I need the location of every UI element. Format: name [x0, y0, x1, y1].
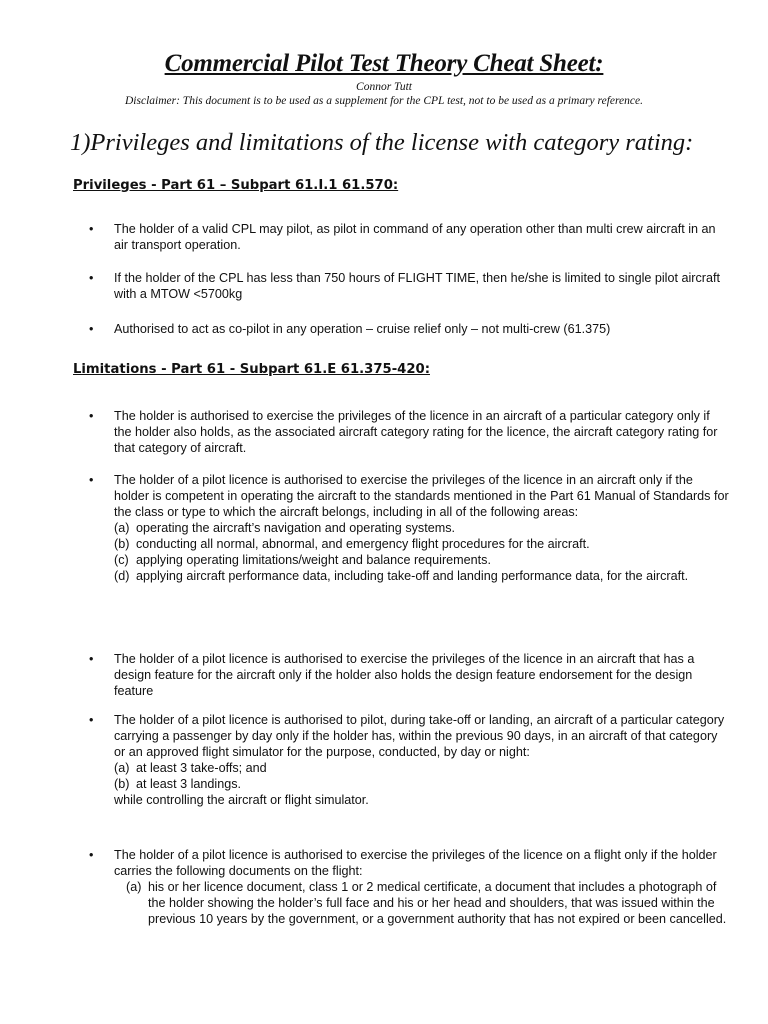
limitation-text-1: The holder is authorised to exercise the privileges of the licence in an aircraft of a particular category only if the holder also holds, as the associated aircraft category rating for the licence, the aircraft category rating for that category of aircraft.	[114, 409, 718, 455]
limitation-item-2	[89, 472, 729, 584]
document-title: Commercial Pilot Test Theory Cheat Sheet:	[164, 50, 604, 77]
bullet-icon: •	[89, 271, 94, 285]
author-name: Connor Tutt	[356, 81, 412, 93]
recency-requirements-list	[114, 760, 729, 792]
bullet-icon: •	[89, 473, 94, 487]
limitations-heading: Limitations - Part 61 - Subpart 61.E 61.375-420:	[73, 362, 430, 377]
list-item: (a) his or her licence document, class 1 or 2 medical certificate, a document that includes a photograph of the holder showing the holder’s full face and his or her head and shoulders, that was issued within the previous 10 years by the government, or a government authority that has not expired or been cancelled.	[126, 880, 727, 926]
limitation-text-5: The holder of a pilot licence is authorised to exercise the privileges of the licence on a flight only if the holder carries the following documents on the flight:	[114, 848, 717, 878]
disclaimer: Disclaimer: This document is to be used as a supplement for the CPL test, not to be used as a primary reference.	[125, 95, 643, 107]
bullet-icon: •	[89, 713, 94, 727]
list-item: (a) at least 3 take-offs; and	[114, 761, 267, 775]
limitation-item-1	[89, 408, 729, 456]
bullet-icon: •	[89, 409, 94, 423]
privilege-text-2: If the holder of the CPL has less than 750 hours of FLIGHT TIME, then he/she is limited to single pilot aircraft with a MTOW <5700kg	[114, 271, 720, 301]
list-item: (a) operating the aircraft’s navigation and operating systems.	[114, 521, 455, 535]
bullet-icon: •	[89, 652, 94, 666]
bullet-icon: •	[89, 322, 94, 336]
list-item: (c) applying operating limitations/weight and balance requirements.	[114, 553, 491, 567]
privilege-item-1	[89, 221, 729, 253]
limitation-text-4-after: while controlling the aircraft or flight simulator.	[114, 793, 369, 807]
privilege-item-2	[89, 270, 729, 302]
required-documents-list	[126, 879, 729, 927]
privileges-heading: Privileges - Part 61 – Subpart 61.I.1 61.570:	[73, 178, 399, 193]
limitation-text-3: The holder of a pilot licence is authorised to exercise the privileges of the licence in an aircraft that has a design feature for the aircraft only if the holder also holds the design feature endorsement for the design feature	[114, 652, 695, 698]
list-item: (d) applying aircraft performance data, including take-off and landing performance data, for the aircraft.	[114, 569, 689, 583]
bullet-icon: •	[89, 222, 94, 236]
limitation-item-5	[89, 847, 729, 927]
list-item: (b) conducting all normal, abnormal, and emergency flight procedures for the aircraft.	[114, 537, 590, 551]
limitation-item-3	[89, 651, 729, 699]
limitation-text-2: The holder of a pilot licence is authorised to exercise the privileges of the licence in an aircraft only if the holder is competent in operating the aircraft to the standards mentioned in the Part 61 Manual of Standards for the class or type to which the aircraft belongs, including in all of the following areas:	[114, 473, 729, 519]
privilege-item-3	[89, 321, 729, 337]
limitation-item-4	[89, 712, 729, 808]
privilege-text-3: Authorised to act as co-pilot in any operation – cruise relief only – not multi-crew (61.375)	[114, 322, 611, 336]
privilege-text-1: The holder of a valid CPL may pilot, as pilot in command of any operation other than multi crew aircraft in an air transport operation.	[114, 222, 716, 252]
limitation-text-4: The holder of a pilot licence is authorised to pilot, during take-off or landing, an aircraft of a particular category carrying a passenger by day only if the holder has, within the previous 90 days, in an aircraft of that category or an approved flight simulator for the purpose, conducted, by day or night:	[114, 713, 725, 759]
competency-areas-list	[114, 520, 729, 584]
section-title: 1)Privileges and limitations of the license with category rating:	[70, 129, 694, 156]
list-item: (b) at least 3 landings.	[114, 777, 242, 791]
bullet-icon: •	[89, 848, 94, 862]
